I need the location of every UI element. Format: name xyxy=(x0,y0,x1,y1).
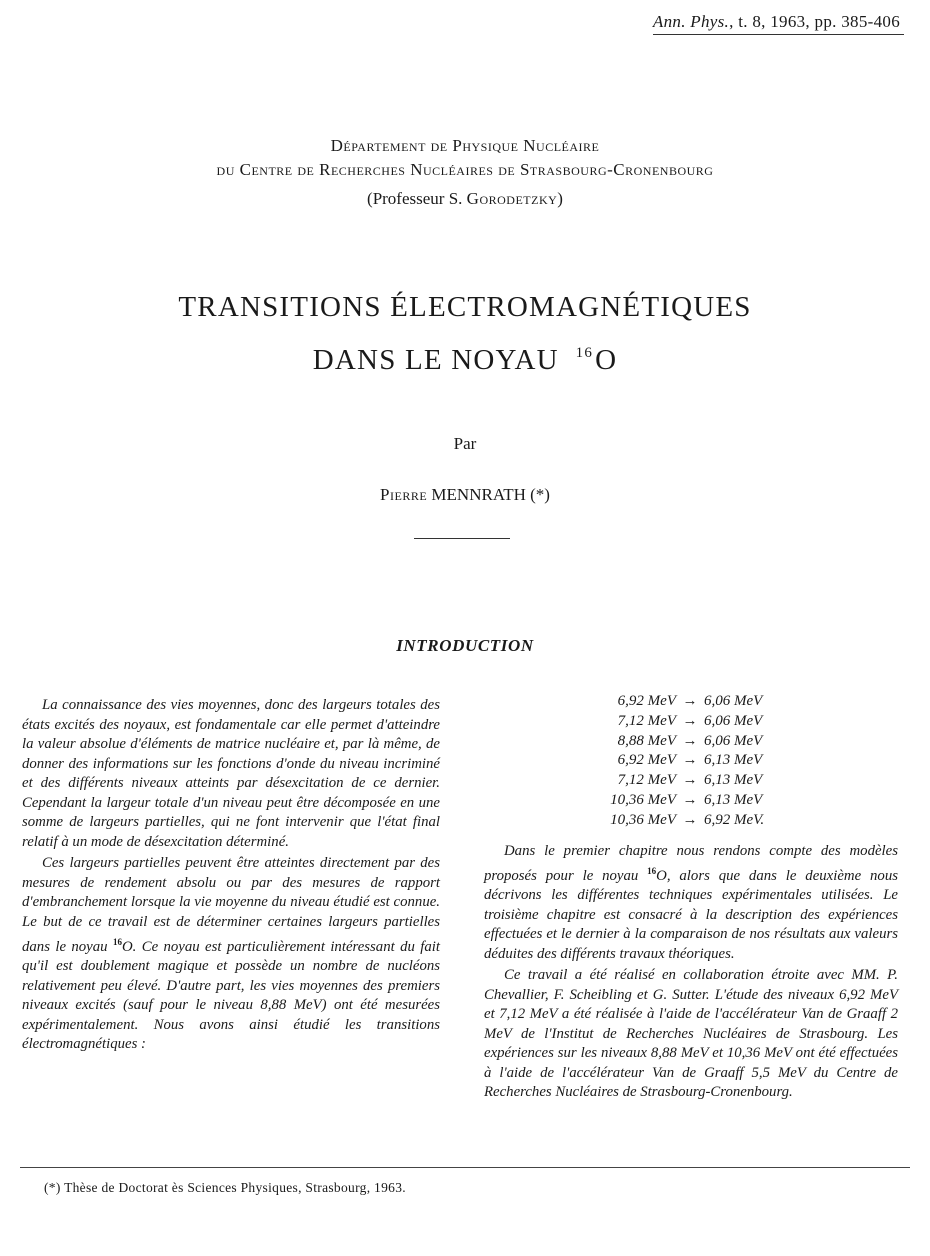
transition-row xyxy=(592,751,764,771)
affiliation-line-3 xyxy=(0,186,930,212)
transition-initial-level: 7,12 MeV xyxy=(617,712,676,729)
arrow-icon: → xyxy=(682,693,698,709)
left-paragraph-1: La connaissance des vies moyennes, donc des largeurs totales des états excités des noyaux, est fondamentale car elle permet d'atteindre la valeur absolue d'éléments de matrice nucléaire et, par là même, de donner des informations sur les fonctions d'onde du niveau incriminé et des différents niveaux atteints par désexcitation de ce dernier. Cependant la largeur totale d'un niveau peut être décomposée en une somme de largeurs partielles, qui ne font intervenir que l'état final relatif à un mode de désexcitation déterminé. xyxy=(22,697,440,850)
affiliation-line-2: du Centre de Recherches Nucléaires de Strasbourg-Cronenbourg xyxy=(216,160,714,179)
transition-row xyxy=(592,811,764,831)
affiliation-professor-name: Gorodetzky xyxy=(466,189,558,208)
transition-initial-level: 6,92 MeV xyxy=(617,693,676,709)
right-paragraph-2: Ce travail a été réalisé en collaboration étroite avec MM. P. Chevallier, F. Scheibling et G. Sutter. L'étude des niveaux 6,92 MeV et 7,12 MeV a été réalisée à l'aide de l'accélérateur Van de Graaff 2 MeV de l'Institut de Recherches Nucléaires de Strasbourg. Les expériences sur les niveaux 8,88 MeV et 10,36 MeV ont été effectuées à l'aide de l'accélérateur Van de Graaff 5,5 MeV du Centre de Recherches Nucléaires de Strasbourg-Cronenbourg. xyxy=(484,967,898,1101)
section-heading: INTRODUCTION xyxy=(396,636,534,655)
author-first-name: Pierre xyxy=(380,485,428,504)
transition-final-level: 6,13 MeV xyxy=(704,791,763,808)
paper-title-line-2 xyxy=(0,329,930,384)
left-column xyxy=(22,696,440,1055)
transition-final-level: 6,06 MeV xyxy=(704,693,763,709)
affiliation-professor-prefix: (Professeur S. xyxy=(367,189,467,208)
paper-title-element: O xyxy=(595,344,618,376)
transition-final-level: 6,92 MeV. xyxy=(704,811,765,828)
right-paragraph-1-mass-number: 16 xyxy=(647,865,657,876)
arrow-icon: → xyxy=(682,772,698,789)
journal-name: Ann. Phys. xyxy=(652,12,730,31)
transition-final-level: 6,13 MeV xyxy=(704,752,763,769)
footnote: (*) Thèse de Doctorat ès Sciences Physiques, Strasbourg, 1963. xyxy=(44,1180,406,1195)
transition-initial-level: 10,36 MeV xyxy=(610,811,676,828)
arrow-icon: → xyxy=(682,811,698,828)
author-last-name: MENNRATH (*) xyxy=(431,485,550,504)
paper-title-line-1: TRANSITIONS ÉLECTROMAGNÉTIQUES xyxy=(178,291,752,323)
running-head xyxy=(653,12,904,35)
left-paragraph-2-start: Ces largeurs partielles peuvent être atteintes directement par des mesures de rendement absolu ou par des mesures de rapport d'embranchement lorsque la vie moyenne du niveau étudié est connue. Le but de ce travail est de déterminer certaines largeurs partielles dans le noyau xyxy=(22,855,440,955)
right-paragraph-1 xyxy=(484,842,898,964)
affiliation-line-1: Département de Physique Nucléaire xyxy=(330,136,600,155)
transition-row xyxy=(592,712,764,732)
transition-initial-level: 10,36 MeV xyxy=(610,791,676,808)
arrow-icon: → xyxy=(682,732,698,749)
right-column xyxy=(484,842,898,1103)
author-name xyxy=(0,485,930,505)
arrow-icon: → xyxy=(682,712,698,729)
transition-final-level: 6,06 MeV xyxy=(704,732,763,749)
affiliation-professor-suffix: ) xyxy=(557,189,563,208)
arrow-icon: → xyxy=(682,791,698,808)
right-paragraph-1-end: O, alors que dans le deuxième nous décrivons les différentes techniques expérimentales utilisées. Le troisième chapitre est consacré à la description des expériences effectuées et le dernier à la comparaison de nos résultats aux valeurs déduites des différents travaux théoriques. xyxy=(484,867,898,962)
footnote-rule xyxy=(20,1167,910,1168)
byline-par: Par xyxy=(453,434,477,453)
transition-initial-level: 7,12 MeV xyxy=(617,772,676,789)
transition-row xyxy=(592,732,764,752)
paper-title-text: DANS LE NOYAU xyxy=(312,344,559,376)
transition-final-level: 6,13 MeV xyxy=(704,772,763,789)
transitions-list xyxy=(592,692,764,831)
transition-initial-level: 6,92 MeV xyxy=(617,752,676,769)
right-paragraph-1-start: Dans le premier chapitre nous rendons compte des modèles proposés pour le noyau xyxy=(484,843,898,884)
paper-title-mass-number: 16 xyxy=(575,345,594,361)
transition-row xyxy=(592,791,764,811)
journal-citation: , t. 8, 1963, pp. 385-406 xyxy=(729,12,900,31)
left-paragraph-2 xyxy=(22,854,440,1054)
transition-final-level: 6,06 MeV xyxy=(704,712,763,729)
left-paragraph-2-end: O. Ce noyau est particulièrement intéressant du fait qu'il est doublement magique et possède un nombre de nucléons relativement peu élevé. D'autre part, les vies moyennes des premiers niveaux excités (sauf pour le niveau 8,88 MeV) ont été mesurées expérimentalement. Nous avons ainsi étudié les transitions électromagnétiques : xyxy=(22,938,440,1053)
arrow-icon: → xyxy=(682,752,698,769)
left-paragraph-2-mass-number: 16 xyxy=(112,936,122,947)
title-separator-rule xyxy=(414,538,510,539)
transition-initial-level: 8,88 MeV xyxy=(617,732,676,749)
transition-row xyxy=(592,692,764,712)
transition-row xyxy=(592,771,764,791)
